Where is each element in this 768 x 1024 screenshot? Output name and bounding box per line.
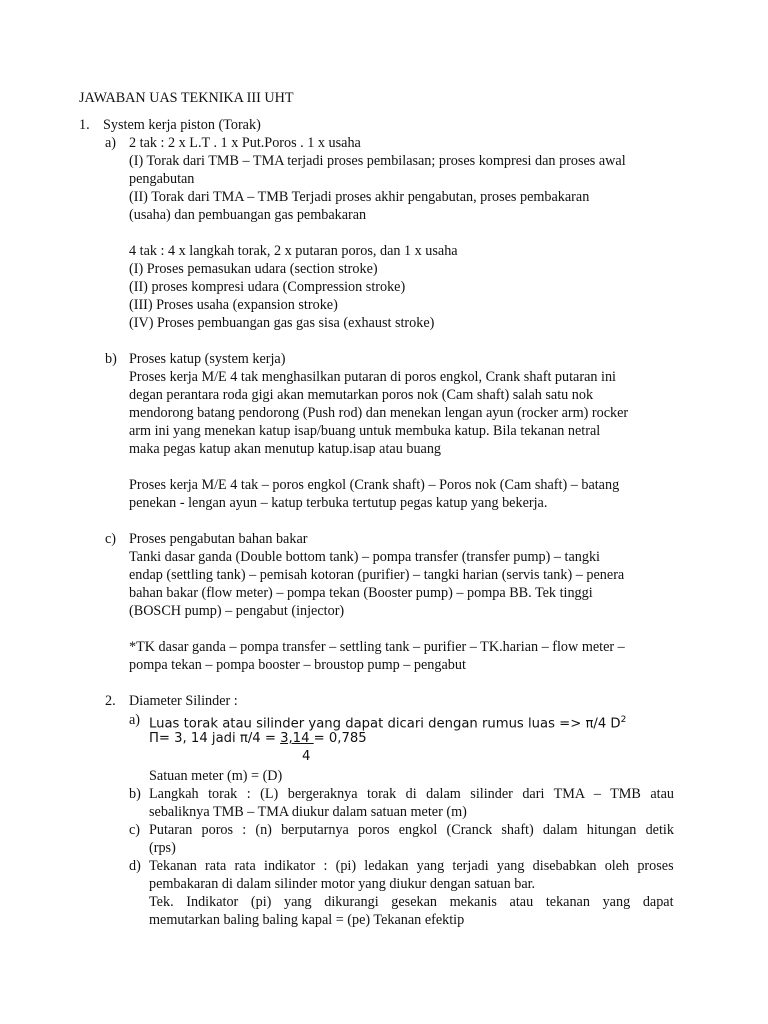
q1b-line: arm ini yang menekan katup isap/buang untuk membuka katup. Bila tekanan netral [129,423,601,439]
q2a-formula-text: Luas torak atau silinder yang dapat dicari dengan rumus luas => π/4 D [149,716,621,732]
q1a-stroke-line: (IV) Proses pembuangan gas gas sisa (exhaust stroke) [129,315,435,331]
q2d-line: Tekanan rata rata indikator : (pi) ledakan yang terjadi yang disebabkan oleh proses [149,858,674,874]
q2b-line: sebaliknya TMB – TMA diukur dalam satuan meter (m) [149,804,467,820]
q1c-line2: *TK dasar ganda – pompa transfer – settling tank – purifier – TK.harian – flow meter – [129,639,625,655]
q2-title: Diameter Silinder : [129,693,238,709]
q1a-stroke-line: (I) Proses pemasukan udara (section stroke) [129,261,378,277]
q1a-stroke-line: (III) Proses usaha (expansion stroke) [129,297,338,313]
document-title: JAWABAN UAS TEKNIKA III UHT [79,90,294,106]
q1a-line: (I) Torak dari TMB – TMA terjadi proses pembilasan; proses kompresi dan proses awal [129,153,626,169]
q1c-line2: pompa tekan – pompa booster – broustop pump – pengabut [129,657,466,673]
q1a-marker: a) [105,135,117,151]
q1-number: 1. [79,117,90,133]
q2a-pi-numerator: 3,14 [280,731,314,746]
q1-title: System kerja piston (Torak) [103,117,261,133]
q1c-line: Tanki dasar ganda (Double bottom tank) – pompa transfer (transfer pump) – tangki [129,549,600,565]
q2a-pi-suffix: = 0,785 [313,731,367,746]
q2a-unit: Satuan meter (m) = (D) [149,768,283,784]
q1c-marker: c) [105,531,117,547]
q1b-heading: Proses katup (system kerja) [129,351,286,367]
q2b-marker: b) [129,786,141,802]
q2c-line: Putaran poros : (n) berputarnya poros engkol (Cranck shaft) dalam hitungan detik [149,822,674,838]
q2a-pi-denominator: 4 [302,749,311,764]
q1a-line: pengabutan [129,171,195,187]
q2c-line: (rps) [149,840,176,856]
q1a-line: (II) Torak dari TMA – TMB Terjadi proses akhir pengabutan, proses pembakaran [129,189,590,205]
q1b-marker: b) [105,351,117,367]
q2d-line: pembakaran di dalam silinder motor yang diukur dengan satuan bar. [149,876,536,892]
q1c-line: (BOSCH pump) – pengabut (injector) [129,603,345,619]
q1b-line2: penekan - lengan ayun – katup terbuka tertutup pegas katup yang bekerja. [129,495,548,511]
q2b-line: Langkah torak : (L) bergeraknya torak di dalam silinder dari TMA – TMB atau [149,786,674,802]
q1a-heading: 2 tak : 2 x L.T . 1 x Put.Poros . 1 x usaha [129,135,361,151]
q1b-line: degan perantara roda gigi akan memutarkan poros nok (Cam shaft) salah satu nok [129,387,594,403]
q2d-marker: d) [129,858,141,874]
q2a-formula-exponent: 2 [620,715,627,725]
q2-number: 2. [105,693,116,709]
q2d-line: memutarkan baling baling kapal = (pe) Tekanan efektip [149,912,465,928]
q2a-marker: a) [129,712,141,728]
q1a-stroke-line: (II) proses kompresi udara (Compression stroke) [129,279,406,295]
q1a-heading2: 4 tak : 4 x langkah torak, 2 x putaran poros, dan 1 x usaha [129,243,458,259]
q1c-line: endap (settling tank) – pemisah kotoran (purifier) – tangki harian (servis tank) – penera [129,567,625,583]
q2c-marker: c) [129,822,141,838]
q2a-pi-line [149,730,367,748]
q1b-line: maka pegas katup akan menutup katup.isap atau buang [129,441,442,457]
q1c-heading: Proses pengabutan bahan bakar [129,531,308,547]
q2a-pi-prefix: Π= 3, 14 jadi π/4 = [149,731,281,746]
q1b-line: mendorong batang pendorong (Push rod) dan menekan lengan ayun (rocker arm) rocker [129,405,629,421]
q1a-line: (usaha) dan pembuangan gas pembakaran [129,207,367,223]
q2d-line: Tek. Indikator (pi) yang dikurangi gesekan mekanis atau tekanan yang dapat [149,894,674,910]
q1b-line2: Proses kerja M/E 4 tak – poros engkol (Crank shaft) – Poros nok (Cam shaft) – batang [129,477,620,493]
q1b-line: Proses kerja M/E 4 tak menghasilkan putaran di poros engkol, Crank shaft putaran ini [129,369,616,385]
q1c-line: bahan bakar (flow meter) – pompa tekan (Booster pump) – pompa BB. Tek tinggi [129,585,593,601]
